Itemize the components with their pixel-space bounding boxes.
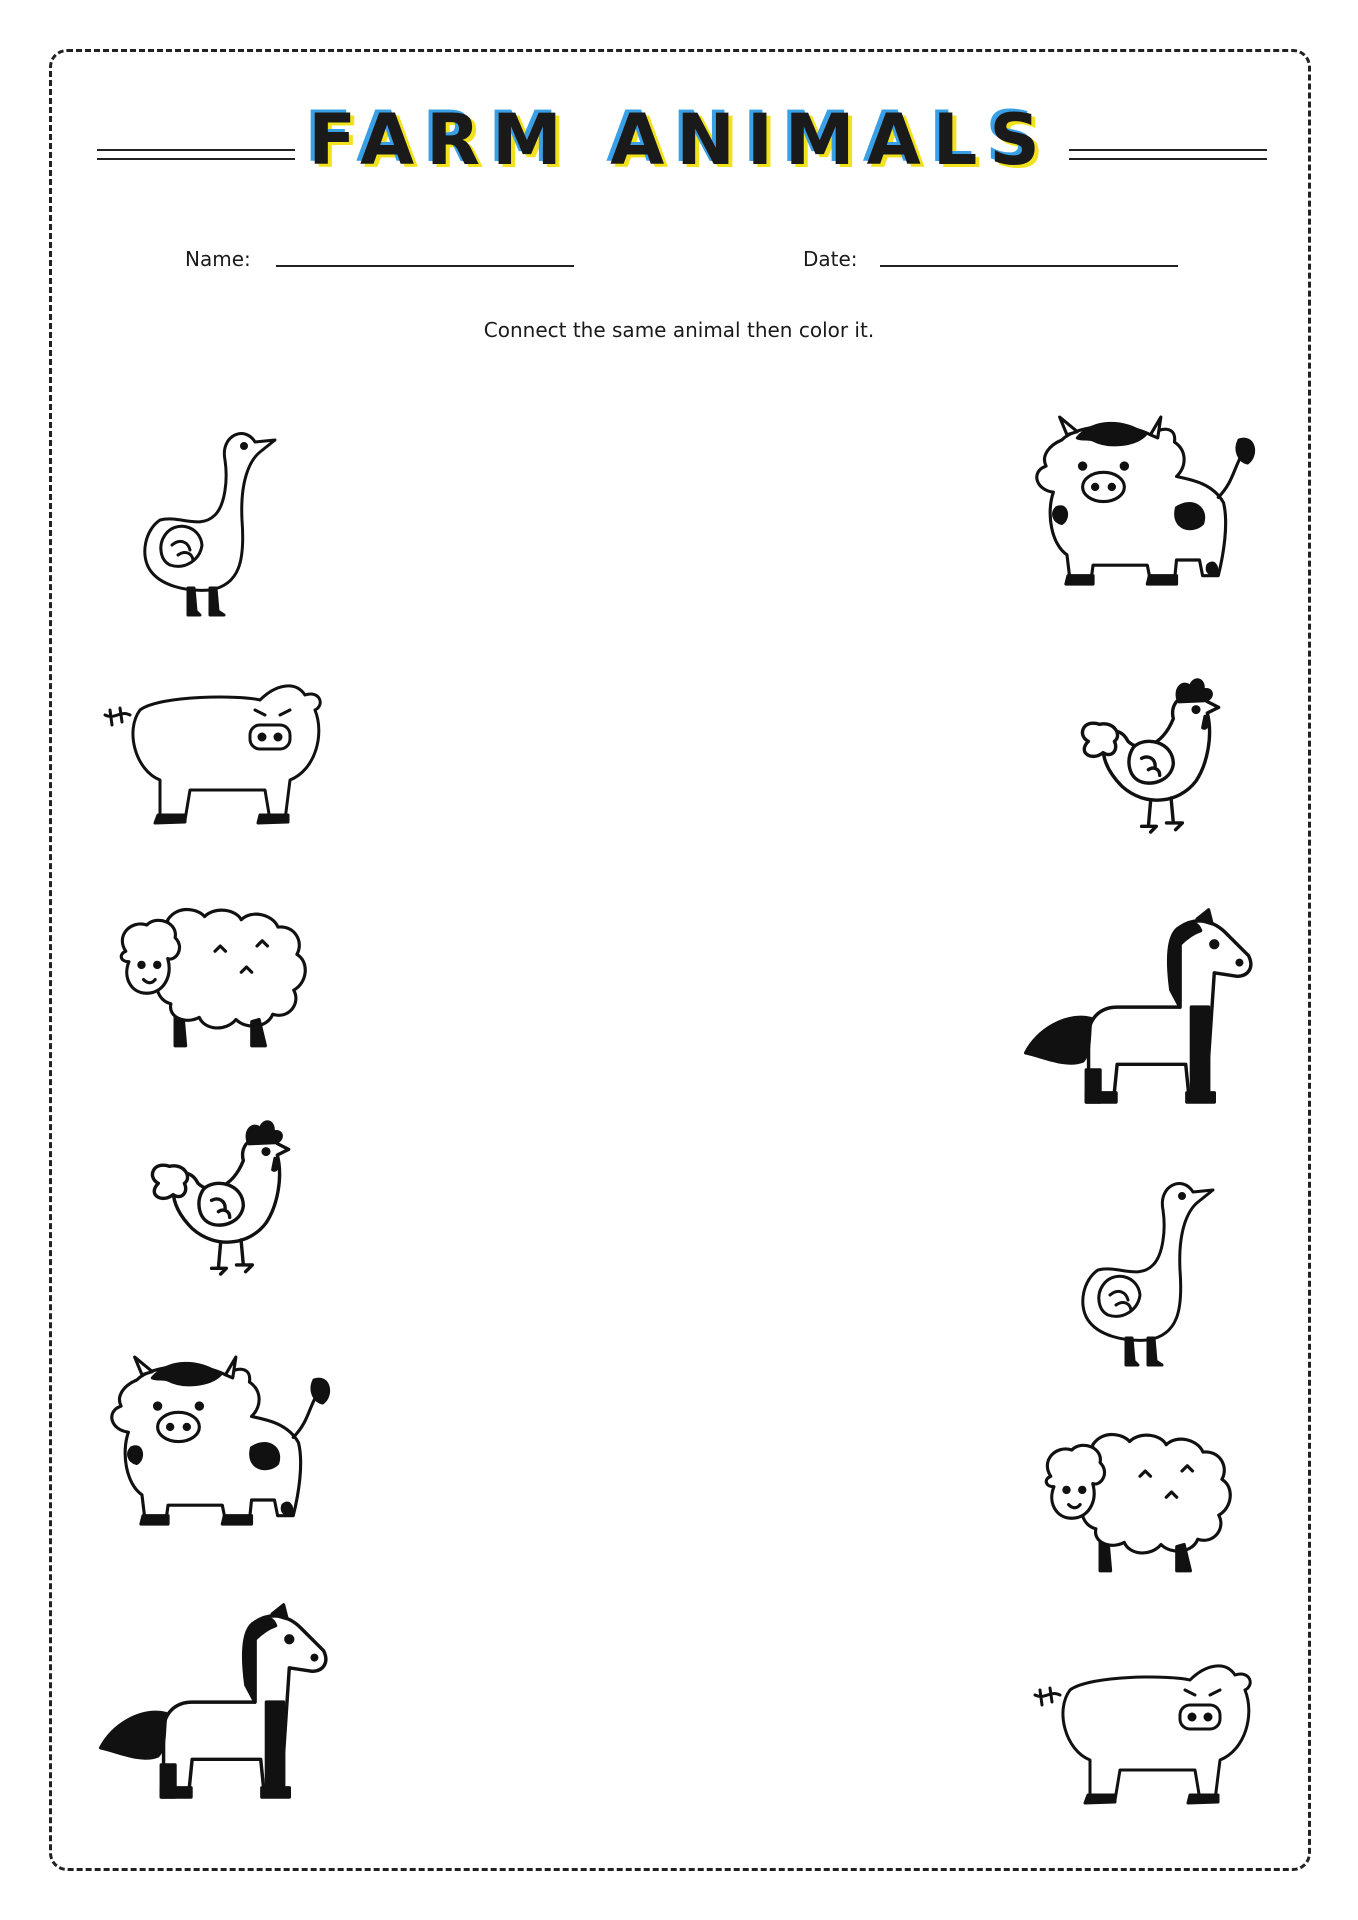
cow-icon <box>1020 395 1260 605</box>
left-animal-cow[interactable] <box>95 1335 335 1545</box>
right-animal-horse[interactable] <box>1020 905 1260 1115</box>
left-animal-goose[interactable] <box>130 420 290 620</box>
goose-icon <box>130 420 290 620</box>
name-label: Name: <box>185 247 251 271</box>
horse-icon <box>1020 905 1260 1115</box>
chicken-icon <box>1060 668 1230 843</box>
left-animal-sheep[interactable] <box>110 895 320 1060</box>
goose-icon <box>1068 1170 1228 1370</box>
pig-icon <box>100 670 330 840</box>
page-title: FARM ANIMALS <box>308 99 1052 181</box>
title-rule-right <box>1069 149 1267 160</box>
right-animal-cow[interactable] <box>1020 395 1260 605</box>
date-label: Date: <box>803 247 858 271</box>
name-field[interactable] <box>276 265 574 267</box>
horse-icon <box>95 1600 335 1810</box>
left-animal-horse[interactable] <box>95 1600 335 1810</box>
left-animal-chicken[interactable] <box>130 1110 300 1285</box>
instruction-text: Connect the same animal then color it. <box>483 318 875 342</box>
sheep-icon <box>110 895 320 1060</box>
sheep-icon <box>1035 1420 1245 1585</box>
right-animal-chicken[interactable] <box>1060 668 1230 843</box>
cow-icon <box>95 1335 335 1545</box>
pig-icon <box>1030 1650 1260 1820</box>
right-animal-goose[interactable] <box>1068 1170 1228 1370</box>
right-animal-sheep[interactable] <box>1035 1420 1245 1585</box>
title-rule-left <box>97 149 295 160</box>
date-field[interactable] <box>880 265 1178 267</box>
chicken-icon <box>130 1110 300 1285</box>
left-animal-pig[interactable] <box>100 670 330 840</box>
right-animal-pig[interactable] <box>1030 1650 1260 1820</box>
